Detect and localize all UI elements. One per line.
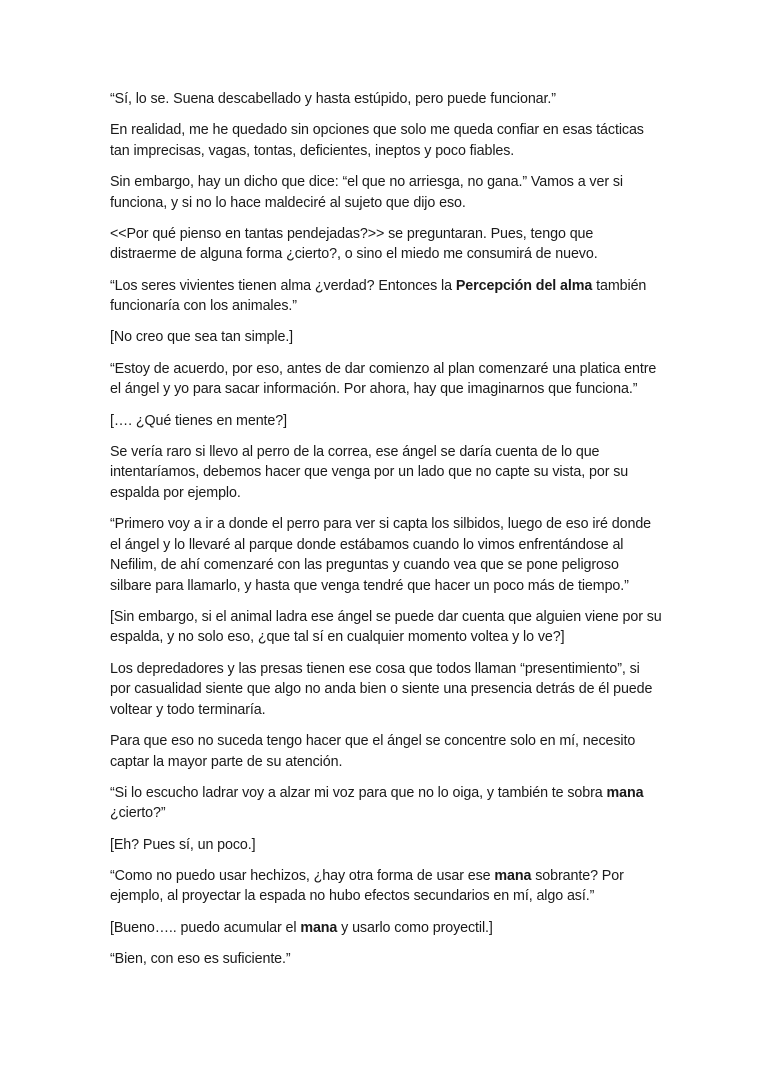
bold-term: mana: [494, 867, 532, 884]
paragraph-text: ¿cierto?”: [110, 805, 166, 822]
paragraph: “Estoy de acuerdo, por eso, antes de dar comienzo al plan comenzaré una platica entre el ángel y yo para sacar información. Por ahora, hay que imaginarnos que funciona.”: [110, 360, 657, 398]
paragraph-text: también funcionaría con los animales.”: [110, 277, 647, 315]
paragraph: [110, 276, 662, 317]
bold-term: Percepción del alma: [455, 277, 593, 294]
paragraph: [No creo que sea tan simple.]: [110, 329, 294, 346]
paragraph-text: “Si lo escucho ladrar voy a alzar mi voz para que no lo oiga, y también te sobra: [110, 784, 607, 801]
paragraph: [110, 783, 662, 824]
paragraph: […. ¿Qué tienes en mente?]: [110, 412, 287, 429]
paragraph: “Primero voy a ir a donde el perro para ver si capta los silbidos, luego de eso iré donde el ángel y lo llevaré al parque donde estábamos cuando lo vimos enfrentándose al Nefilim, de ahí comenzaré con las preguntas y cuando vea que se pone peligroso silbare para llamarlo, y hasta que venga tendré que hacer un poco más de tiempo.”: [110, 516, 652, 594]
bold-term: mana: [300, 919, 338, 936]
paragraph: En realidad, me he quedado sin opciones que solo me queda confiar en esas tácticas tan imprecisas, vagas, tontas, deficientes, ineptos y poco fiables.: [110, 122, 644, 159]
paragraph: [Eh? Pues sí, un poco.]: [110, 836, 256, 853]
paragraph: <<Por qué pienso en tantas pendejadas?>> se preguntaran. Pues, tengo que distraerme de alguna forma ¿cierto?, o sino el miedo me consumirá de nuevo.: [110, 225, 598, 263]
paragraph: Los depredadores y las presas tienen ese cosa que todos llaman “presentimiento”, si por casualidad siente que algo no anda bien o siente una presencia detrás de él puede voltear y todo terminaría.: [110, 660, 653, 718]
paragraph-text: sobrante? Por ejemplo, al proyectar la espada no hubo efectos secundarios en mí, algo así.”: [110, 867, 624, 905]
paragraph-text: “Los seres vivientes tienen alma ¿verdad? Entonces la: [110, 277, 456, 294]
paragraph-text: “Como no puedo usar hechizos, ¿hay otra forma de usar ese: [110, 867, 495, 884]
paragraph-text: [Bueno….. puedo acumular el: [110, 919, 301, 936]
paragraph: [Sin embargo, si el animal ladra ese ángel se puede dar cuenta que alguien viene por su espalda, y no solo eso, ¿que tal sí en cualquier momento voltea y lo ve?]: [110, 608, 662, 646]
paragraph: Sin embargo, hay un dicho que dice: “el que no arriesga, no gana.” Vamos a ver si funciona, y si no lo hace maldeciré al sujeto que dijo eso.: [110, 174, 623, 211]
paragraph-text: y usarlo como proyectil.]: [337, 919, 493, 936]
paragraph: [110, 918, 662, 939]
paragraph: Para que eso no suceda tengo hacer que el ángel se concentre solo en mí, necesito captar la mayor parte de su atención.: [110, 733, 636, 770]
paragraph: Se vería raro si llevo al perro de la correa, ese ángel se daría cuenta de lo que intentaríamos, debemos hacer que venga por un lado que no capte su vista, por su espalda por ejemplo.: [110, 443, 629, 501]
bold-term: mana: [606, 784, 644, 801]
paragraph: [110, 866, 662, 907]
paragraph: “Sí, lo se. Suena descabellado y hasta estúpido, pero puede funcionar.”: [110, 91, 556, 107]
paragraph: “Bien, con eso es suficiente.”: [110, 951, 291, 968]
document-body: [110, 89, 662, 980]
